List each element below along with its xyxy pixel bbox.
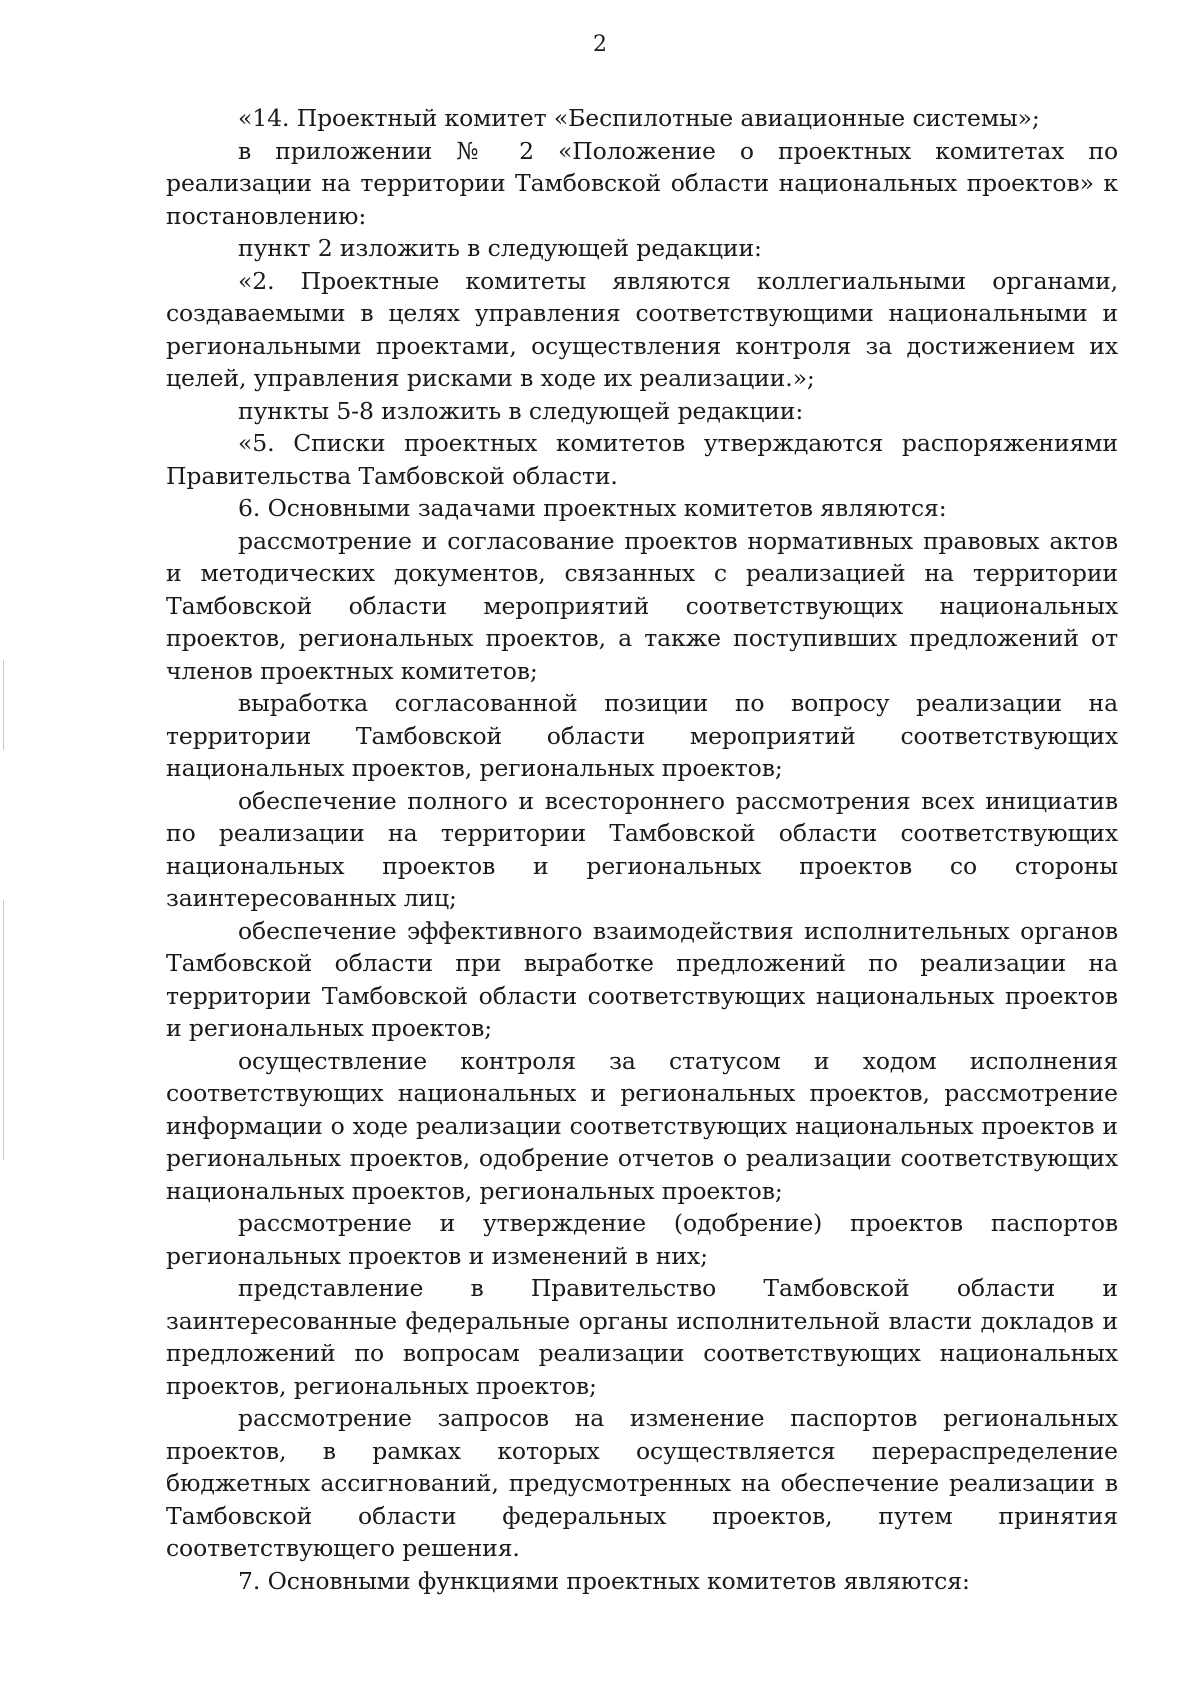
paragraph: рассмотрение запросов на изменение паспортов региональных проектов, в рамках которых осуществляется перераспределение бюджетных ассигнований, предусмотренных на обеспечение реализации в Тамбовской области федеральных проектов, путем принятия соответствующего решения. — [166, 1404, 1118, 1562]
paragraph: 6. Основными задачами проектных комитетов являются: — [238, 494, 947, 522]
paragraph: «5. Списки проектных комитетов утверждаются распоряжениями Правительства Тамбовской области. — [166, 429, 1118, 490]
paragraph: в приложении № 2 «Положение о проектных комитетах по реализации на территории Тамбовской области национальных проектов» к постановлению: — [166, 136, 1118, 230]
paragraph: пункт 2 изложить в следующей редакции: — [238, 234, 762, 262]
paragraph: обеспечение полного и всестороннего рассмотрения всех инициатив по реализации на территории Тамбовской области соответствующих национальных проектов и региональных проектов со стороны заинтересованных лиц; — [166, 786, 1118, 912]
paragraph: «2. Проектные комитеты являются коллегиальными органами, создаваемыми в целях управления соответствующими национальными и региональными проектами, осуществления контроля за достижением их целей, управления рисками в ходе их реализации.»; — [166, 266, 1118, 392]
paragraph: обеспечение эффективного взаимодействия исполнительных органов Тамбовской области при выработке предложений по реализации на территории Тамбовской области соответствующих национальных проектов и региональных проектов; — [166, 916, 1118, 1042]
page-number: 2 — [593, 32, 607, 57]
paragraph: «14. Проектный комитет «Беспилотные авиационные системы»; — [238, 104, 1040, 132]
document-body — [166, 102, 1118, 1597]
paragraph: выработка согласованной позиции по вопросу реализации на территории Тамбовской области мероприятий соответствующих национальных проектов, региональных проектов; — [166, 689, 1118, 782]
paragraph: 7. Основными функциями проектных комитетов являются: — [238, 1566, 970, 1595]
scan-artifact — [3, 900, 4, 1160]
paragraph: пункты 5-8 изложить в следующей редакции: — [238, 396, 804, 425]
paragraph: рассмотрение и согласование проектов нормативных правовых актов и методических документов, связанных с реализацией на территории Тамбовской области мероприятий соответствующих национальных проектов, региональных проектов, а также поступивших предложений от членов проектных комитетов; — [166, 526, 1118, 685]
paragraph: представление в Правительство Тамбовской области и заинтересованные федеральные органы исполнительной власти докладов и предложений по вопросам реализации соответствующих национальных проектов, региональных проектов; — [166, 1274, 1118, 1400]
paragraph: рассмотрение и утверждение (одобрение) проектов паспортов региональных проектов и изменений в них; — [166, 1209, 1118, 1270]
paragraph: осуществление контроля за статусом и ходом исполнения соответствующих национальных и региональных проектов, рассмотрение информации о ходе реализации соответствующих национальных проектов и региональных проектов, одобрение отчетов о реализации соответствующих национальных проектов, региональных проектов; — [166, 1046, 1118, 1205]
scan-artifact — [3, 660, 4, 750]
